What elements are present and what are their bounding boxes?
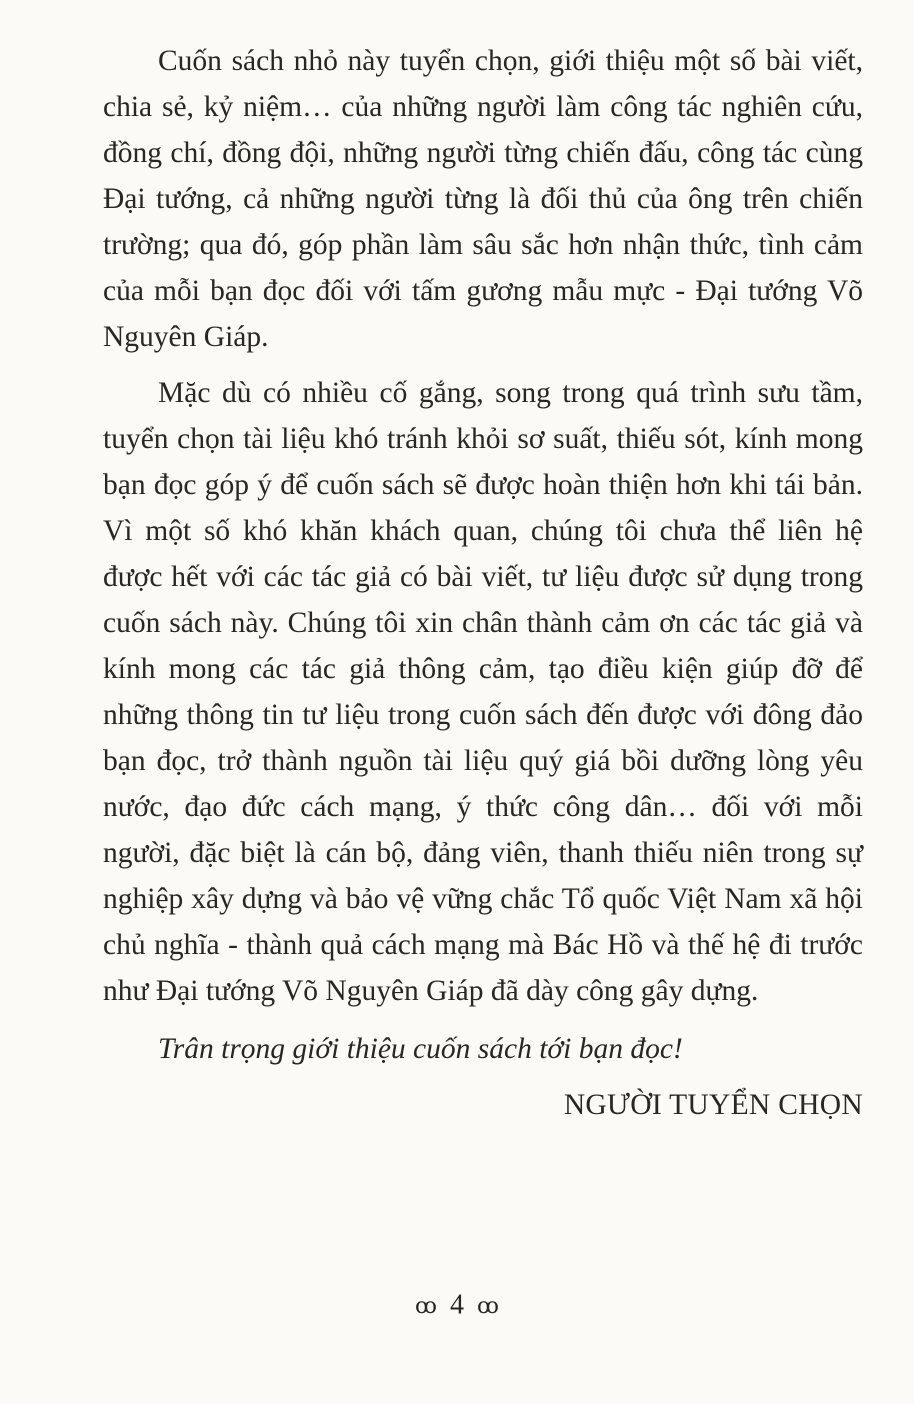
ornament-left-icon: ꝏ — [415, 1292, 437, 1318]
page-number: 4 — [450, 1289, 464, 1321]
paragraph-acknowledgement: Mặc dù có nhiều cố gắng, song trong quá trình sưu tầm, tuyển chọn tài liệu khó tránh khỏi sơ suất, thiếu sót, kính mong bạn đọc góp ý để cuốn sách sẽ được hoàn thiện hơn khi tái bản. Vì một số khó khăn khách quan, chúng tôi chưa thể liên hệ được hết với các tác giả có bài viết, tư liệu được sử dụng trong cuốn sách này. Chúng tôi xin chân thành cảm ơn các tác giả và kính mong các tác giả thông cảm, tạo điều kiện giúp đỡ để những thông tin tư liệu trong cuốn sách đến được với đông đảo bạn đọc, trở thành nguồn tài liệu quý giá bồi dưỡng lòng yêu nước, đạo đức cách mạng, ý thức công dân… đối với mỗi người, đặc biệt là cán bộ, đảng viên, thanh thiếu niên trong sự nghiệp xây dựng và bảo vệ vững chắc Tổ quốc Việt Nam xã hội chủ nghĩa - thành quả cách mạng mà Bác Hồ và thế hệ đi trước như Đại tướng Võ Nguyên Giáp đã dày công gây dựng. — [103, 377, 863, 1007]
page-body — [103, 38, 863, 1128]
ornament-right-icon: ꝏ — [477, 1292, 499, 1318]
closing-line: Trân trọng giới thiệu cuốn sách tới bạn đọc! — [158, 1033, 683, 1065]
page-footer — [0, 1284, 914, 1326]
signature: NGƯỜI TUYỂN CHỌN — [563, 1089, 863, 1121]
paragraph-intro: Cuốn sách nhỏ này tuyển chọn, giới thiệu một số bài viết, chia sẻ, kỷ niệm… của những người làm công tác nghiên cứu, đồng chí, đồng đội, những người từng chiến đấu, công tác cùng Đại tướng, cả những người từng là đối thủ của ông trên chiến trường; qua đó, góp phần làm sâu sắc hơn nhận thức, tình cảm của mỗi bạn đọc đối với tấm gương mẫu mực - Đại tướng Võ Nguyên Giáp. — [103, 45, 863, 353]
